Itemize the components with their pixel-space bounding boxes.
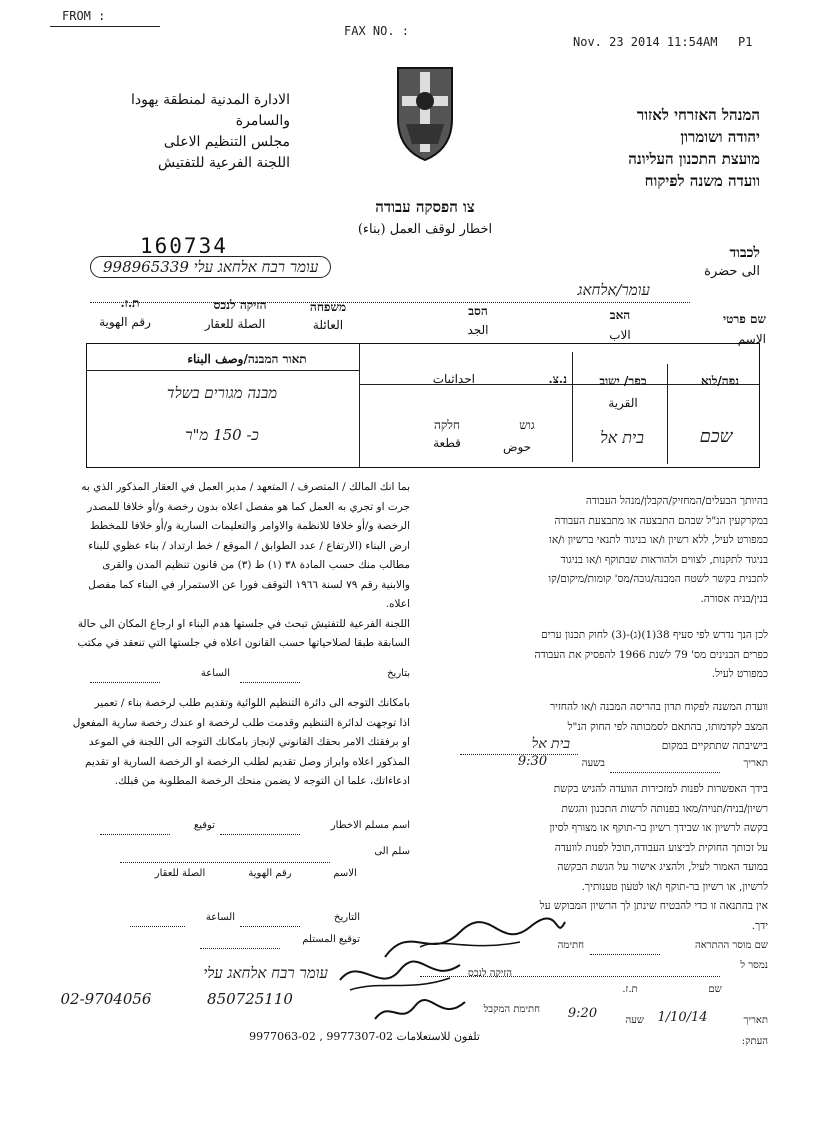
col-parcel-ar: قطعة xyxy=(433,436,461,450)
phone-footer: تلفون للاستعلامات 02-9977307 , 02-9977063 xyxy=(249,1030,480,1043)
hebrew-body-line: במקרקעין הנ"ל שבהם התבצעה או מתבצעת העבודה xyxy=(554,514,768,527)
field-id: ת.ז. xyxy=(120,296,140,310)
hebrew-letterhead xyxy=(540,104,760,192)
fax-number-label: FAX NO. : xyxy=(344,24,410,38)
ar-recipient-sign-label: توقيع المستلم xyxy=(302,934,360,945)
field-father-ar: الاب xyxy=(609,328,631,342)
table-header-line xyxy=(87,370,359,371)
description-line1: מבנה מגורים בשלד xyxy=(166,384,278,402)
arabic-body-line: جرت او تجري به العمل كما هو مفصل اعلاه بدون رخصة و/أو خلافا للمصدر xyxy=(87,500,410,513)
recipient-handwritten xyxy=(90,258,450,277)
ar-relation-label: الصلة للعقار xyxy=(154,868,206,879)
he-time-value: 9:30 xyxy=(517,754,548,769)
ar-time-label: الساعة xyxy=(200,668,230,679)
fax-page: P1 xyxy=(738,35,753,49)
ar-date2-blank xyxy=(240,926,300,927)
ar-date-label: بتاريخ xyxy=(387,668,410,679)
field-id-ar: رقم الهوية xyxy=(99,315,151,329)
arabic-body-line: والابنية رقم ٧٩ لسنة ١٩٦٦ التوقف فورا عن الاستمرار في البناء كما مفصل xyxy=(88,578,410,591)
hebrew-body4-line: בקשה לרשיון או שבידך רשיון בר-תוקף או מצורף לסיון xyxy=(549,822,768,834)
he-time-label: בשעה xyxy=(581,758,605,769)
ar-recipient-sign-blank xyxy=(200,948,280,949)
hebrew-letterhead-line: וועדה משנה לפיקוח xyxy=(644,172,760,190)
arabic-body2-line: اذا توجهت لدائرة التنظيم وقدمت طلب لرخصة او عندك رخصة سارية المفعول xyxy=(72,716,410,729)
village-value: בית אל xyxy=(600,428,644,447)
he-date-blank xyxy=(610,772,720,773)
ar-name-label: الاسم xyxy=(333,868,357,879)
ar-time2-label: الساعة xyxy=(205,912,235,923)
recipient-oval: עומר רבח אלחאג עלי 998965339 xyxy=(90,256,331,278)
ar-issuer-label: اسم مسلم الاخطار xyxy=(330,820,410,831)
arabic-body-line: مطالب منك حسب المادة ٣٨ (١) ط (٣) من قانون تنظيم المدن والقرى xyxy=(102,559,410,571)
col-description: תאור המבנה/وصف البناء xyxy=(187,352,307,366)
arabic-body2-line: ادعاءاتك، علما ان التوجه لا يضمن منحك الرخصة المطلوبة من قبلك. xyxy=(114,775,410,787)
title-hebrew: צו הפסקה עבודה xyxy=(375,198,475,216)
arabic-letterhead-line: الادارة المدنية لمنطقة يهودا xyxy=(130,92,290,108)
order-number: 160734 xyxy=(140,234,228,258)
hebrew-body2-line: כמפורט לעיל. xyxy=(711,668,768,680)
ar-delivered-blank xyxy=(120,862,330,863)
description-line2: כ- 150 מ"ר xyxy=(185,426,259,444)
field-grandfather-ar: الجد xyxy=(467,323,489,337)
he-name-label: שם xyxy=(708,984,722,995)
hebrew-body-line: בהיותך הבעלים/המחזיק/הקבלן/מנהל העבודה xyxy=(585,495,768,507)
hebrew-body2-line: כפרים הבנינים מס' 79 לשנת 1966 להפסיק את העבודה xyxy=(534,648,768,661)
ar-sign-blank xyxy=(100,834,170,835)
col-block: גוש xyxy=(519,418,535,432)
hebrew-body3-line: המצב לקדמותו, בהתאם לסמכותה לפי החוק הנ"ל xyxy=(567,720,768,733)
he-issuer-label: שם מוסר ההתראה xyxy=(694,940,768,951)
ar-time-blank xyxy=(90,682,160,683)
col-village: כפר/ ישוב xyxy=(599,374,647,388)
hand-recipient-name: עומר רבח אלחאג עלי xyxy=(203,964,328,982)
field-private-name: שם פרטי xyxy=(723,312,766,326)
district-value: שכם xyxy=(699,426,733,447)
arabic-body2 xyxy=(60,694,410,792)
recipient-dotted-line xyxy=(90,302,690,303)
hebrew-body-line: לתכנית בקשר לשטח המבנה/גובה/מס' קומות/מיקום/קו xyxy=(548,573,768,585)
recipient-signature-icon xyxy=(330,950,470,1000)
he-date-label: תאריך xyxy=(743,758,768,769)
hebrew-body4-line: לרשיון, או רשיון בר-תוקף ו/או לטעון טענותיך. xyxy=(581,880,768,893)
hebrew-letterhead-line: מועצת התכנון העליונה xyxy=(628,150,760,168)
arabic-body-line: السابقة طبقا لصلاحياتها حسب القانون اعلاه في جلستها التي تنعقد في مكتب xyxy=(77,637,410,649)
fax-from-underline xyxy=(50,26,160,27)
arabic-body-line: بما انك المالك / المتصرف / المتعهد / مدير العمل في العقار المذكور الذي به xyxy=(81,481,410,493)
arabic-body2-line: بامكانك التوجه الى دائرة التنظيم اللوائية وتقديم طلب لرخصة بناء / تعمير xyxy=(94,697,410,709)
hebrew-body4-line: בידך האפשרות לפנות למזכירות הוועדה להגיש בקשת xyxy=(553,783,768,795)
ar-delivered-label: سلم الى xyxy=(374,846,410,857)
location-table xyxy=(86,343,760,468)
he-delivered-label: נמסר ל xyxy=(740,960,768,971)
arabic-letterhead-line: مجلس التنظيم الاعلى xyxy=(163,134,290,150)
he-time2-value: 9:20 xyxy=(567,1006,598,1021)
field-relation-ar: الصلة للعقار xyxy=(204,317,266,331)
field-father: האב xyxy=(609,308,631,322)
emblem-icon xyxy=(394,64,456,164)
arabic-body-line: اللجنة الفرعية للتفتيش تبحث في جلستها هدم البناء او ارجاع المكان الى حالة xyxy=(77,617,410,630)
hebrew-body4-line: על זכותך החוקית לביצוע העבודה,תוכל לפנות לוועדה xyxy=(554,841,768,854)
arabic-body-line: الرخصة و/أو خلافا للانظمة والاوامر والتعليمات السارية و/أو خلافا للمخطط xyxy=(89,520,410,532)
he-issuer-sign-label: חתימה xyxy=(557,940,584,951)
title-arabic: اخطار لوقف العمل (بناء) xyxy=(357,222,493,237)
hebrew-letterhead-line: יהודה ושומרון xyxy=(680,128,760,146)
col-block-ar: حوض xyxy=(502,440,532,454)
field-family: משפחה xyxy=(309,300,347,314)
ar-date2-label: التاريخ xyxy=(334,912,360,923)
fax-datetime: Nov. 23 2014 11:54AM xyxy=(573,35,718,49)
field-private-name-ar: الاسم xyxy=(737,332,766,346)
hebrew-body2-line: לכן הנך נדרש לפי סעיף 38(1)(ג)-(3) לחוק תכנון ערים xyxy=(541,629,768,641)
col-coords-ar: احداثيات xyxy=(432,372,475,386)
he-date2-label: תאריך xyxy=(743,1015,768,1026)
to-label-hebrew: לכבוד xyxy=(729,245,760,261)
hand-recipient-phone: 02-9704056 xyxy=(60,990,152,1008)
table-divider xyxy=(359,344,360,467)
he-id-label: ת.ז. xyxy=(622,984,638,995)
hebrew-body4-line: אין בהתנאה זו כדי להבטיח שינתן לך הרשיון המבוקש על xyxy=(539,900,768,912)
arabic-body xyxy=(60,478,410,654)
hand-recipient-id: 850725110 xyxy=(207,990,293,1008)
he-recipient-sign-label: חתימת המקבל xyxy=(483,1004,540,1015)
hebrew-body-line: כמפורט לעיל, ללא רשיון ו/או בניגוד לתנאי ברשיון ו/או xyxy=(549,534,768,546)
ar-time2-blank xyxy=(130,926,185,927)
arabic-body-line: ارض البناء (الارتفاع / عدد الطوابق / الموقع / خط ارتداد / بناء عظوي للبناء xyxy=(88,539,410,552)
recipient-name-handwritten: עומר/אלחאג xyxy=(577,281,650,299)
he-relation-label: הזיקה לנכס xyxy=(468,968,512,979)
arabic-body2-line: او برفقتك الامر بحقك القانوني لإنجاز بامكانك التوجه الى اللجنة في الموعد xyxy=(88,736,410,748)
table-divider xyxy=(667,364,668,464)
he-copy-label: העתק: xyxy=(741,1036,768,1047)
col-village-ar: القرية xyxy=(608,396,638,410)
hebrew-body3-line: וועדת המשנה לפקוח תדון בהריסה המבנה ו/או להחזיר xyxy=(549,701,768,713)
to-label-arabic: الى حضرة xyxy=(704,264,760,279)
ar-date-blank xyxy=(240,682,300,683)
field-grandfather: הסב xyxy=(468,304,488,318)
arabic-letterhead xyxy=(90,90,290,174)
arabic-body-line: اعلاه. xyxy=(385,598,410,610)
he-issuer-blank xyxy=(590,954,660,955)
he-time2-label: שעה xyxy=(625,1015,644,1026)
arabic-letterhead-line: اللجنة الفرعية للتفتيش xyxy=(157,155,290,171)
ar-issuer-blank xyxy=(220,834,300,835)
field-family-ar: العائلة xyxy=(312,318,344,332)
col-coords: נ.צ. xyxy=(548,372,567,386)
hebrew-body3-line: בישיבתה שתתקיים במקום xyxy=(661,740,768,752)
field-relation: הזיקה לנכס xyxy=(213,298,267,312)
hebrew-letterhead-line: המנהל האזרחי לאזור xyxy=(636,106,760,124)
hebrew-body xyxy=(440,492,768,609)
hebrew-body4-line: במועד האמור לעיל, ולהציג אישור על הגשת הבקשה xyxy=(557,861,768,873)
hebrew-body-line: בנין/בניה אסורה. xyxy=(700,592,768,605)
ar-sign-label: توقيع xyxy=(193,820,215,831)
he-place-value: בית אל xyxy=(531,736,570,752)
he-date2-value: 1/10/14 xyxy=(657,1010,708,1025)
official-signature-icon xyxy=(370,994,470,1030)
table-divider xyxy=(572,352,573,462)
arabic-body2-line: المذكور اعلاه وابراز وصل تقديم لطلب الرخصة او الرخصة السارية او تقديم xyxy=(85,755,410,768)
col-district: נפה/לוא xyxy=(700,374,740,388)
hebrew-body4-line: רשיון/בניה/תנויה/מאו בפנותה לרשות התכנון והגשת xyxy=(561,802,768,815)
arabic-letterhead-line: والسامرة xyxy=(235,113,290,129)
col-parcel: חלקה xyxy=(433,418,461,432)
fax-from-label: FROM : xyxy=(62,9,106,23)
hebrew-body-line: בניגוד לתקנות, לצווים ולהוראות שבתוקף ו/או בניגוד xyxy=(560,553,768,566)
hebrew-body2 xyxy=(440,626,768,685)
hebrew-body4-line: ידך. xyxy=(751,919,768,932)
ar-id-label: رقم الهوية xyxy=(248,868,292,879)
